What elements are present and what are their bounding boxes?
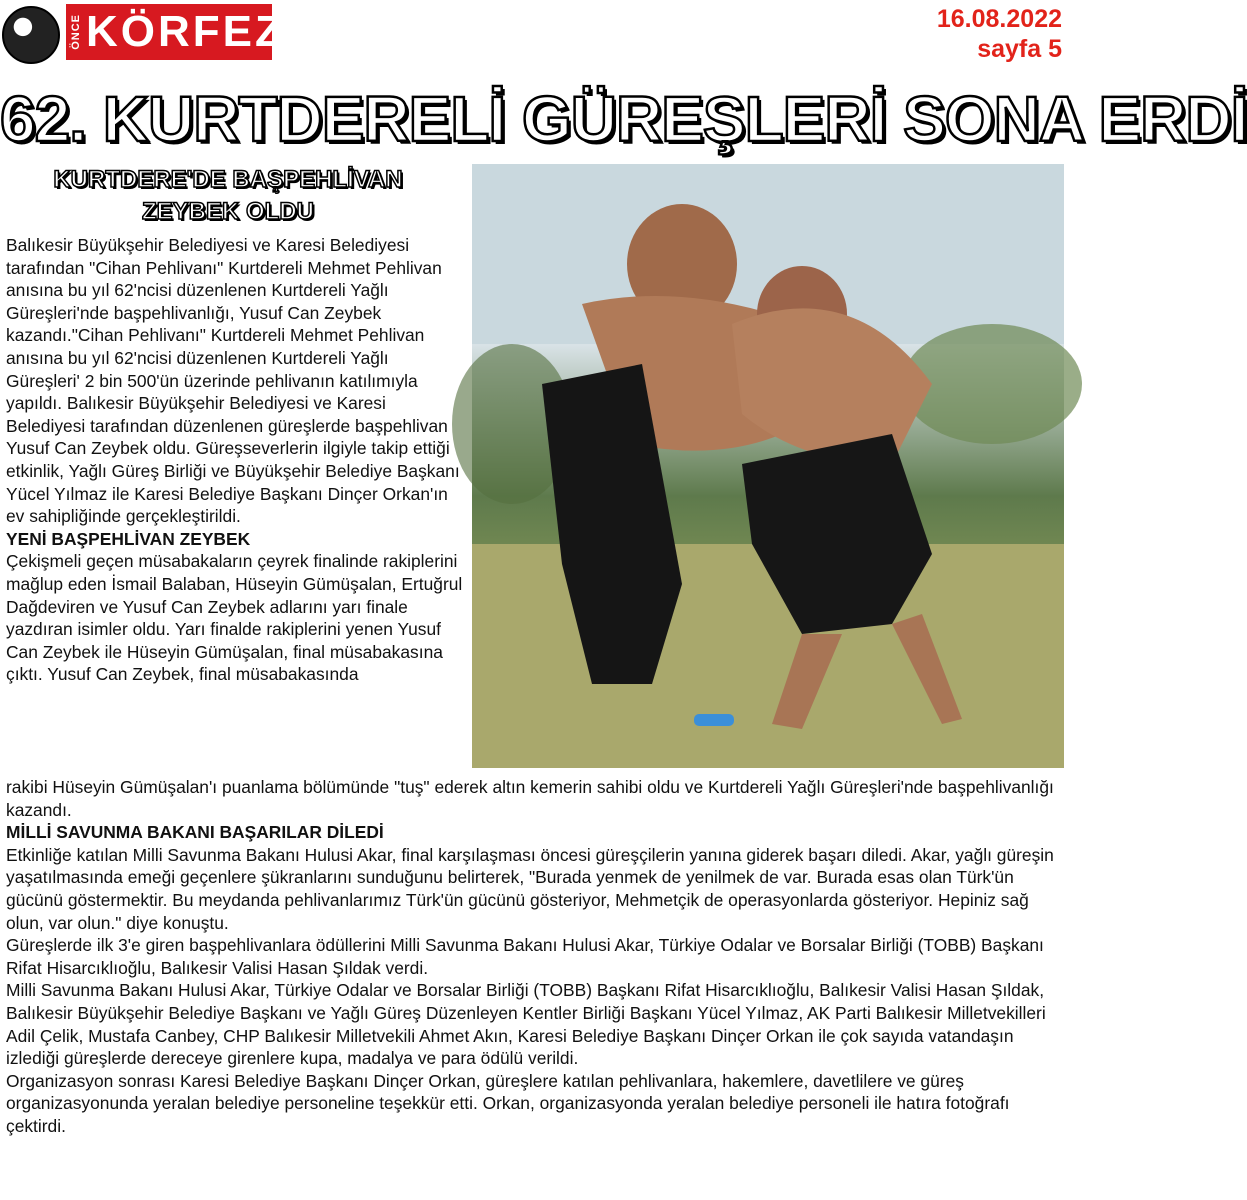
article-full-width	[6, 776, 1064, 1138]
wrestlers-illustration	[472, 164, 1064, 768]
page-number: sayfa 5	[977, 35, 1062, 63]
section1-column-text: Çekişmeli geçen müsabakaların çeyrek finalinde rakiplerini mağlup eden İsmail Balaban, Hüseyin Gümüşalan, Ertuğrul Dağdeviren ve Yusuf Can Zeybek adlarını yarı finale yazdıran isimler oldu. Yarı finalde rakiplerini yenen Yusuf Can Zeybek ile Hüseyin Gümüşalan, final müsabakasına çıktı. Yusuf Can Zeybek, final müsabakasında	[6, 551, 463, 685]
attendees-paragraph: Milli Savunma Bakanı Hulusi Akar, Türkiye Odalar ve Borsalar Birliği (TOBB) Başkanı Rifat Hisarcıklıoğlu, Balıkesir Valisi Hasan Şıldak, Balıkesir Büyükşehir Belediye Başkanı ve Yağlı Güreş Düzenleyen Kentler Birliği Başkanı Yücel Yılmaz, AK Parti Balıkesir Milletvekilleri Adil Çelik, Mustafa Canbey, CHP Balıkesir Milletvekili Ahmet Akın, Karesi Belediye Başkanı Dinçer Orkan ile çok sayıda vatandaşın izlediği güreşlerde dereceye girenlere kupa, madalya ve para ödülü verildi.	[6, 980, 1046, 1069]
brand-prefix: ÖNCE	[70, 14, 82, 50]
closing-paragraph: Organizasyon sonrası Karesi Belediye Başkanı Dinçer Orkan, güreşlere katılan pehlivanlara, hakemlere, davetlilere ve güreş organizasyonunda yeralan belediye personeline teşekkür etti. Orkan, organizasyonda yeralan belediye personeli ile hatıra fotoğrafı çektirdi.	[6, 1070, 1010, 1136]
awards-paragraph: Güreşlerde ilk 3'e giren başpehlivanlara ödüllerini Milli Savunma Bakanı Hulusi Akar, Türkiye Odalar ve Borsalar Birliği (TOBB) Başkanı Rifat Hisarcıklıoğlu, Balıkesir Valisi Hasan Şıldak verdi.	[6, 935, 1044, 978]
founder-portrait-icon	[2, 6, 60, 64]
section1-continued-text: rakibi Hüseyin Gümüşalan'ı puanlama bölümünde "tuş" ederek altın kemerin sahibi oldu ve Kurtdereli Yağlı Güreşleri'nde başpehlivanlığı kazandı.	[6, 777, 1054, 820]
article-column	[6, 234, 464, 686]
wrestlers-photo	[472, 164, 1064, 768]
article-subhead: KURTDERE'DE BAŞPEHLİVAN ZEYBEK OLDU	[53, 166, 403, 225]
section-heading-new-champion: YENİ BAŞPEHLİVAN ZEYBEK	[6, 528, 251, 549]
brand-box	[66, 4, 285, 60]
minister-paragraph: Etkinliğe katılan Milli Savunma Bakanı Hulusi Akar, final karşılaşması öncesi güreşçilerin yanına giderek başarı diledi. Akar, yağlı güreşin yaşatılmasında emeği geçenlere şükranlarını sunduğunu belirterek, "Burada yenmek de yenilmek de var. Burada esas olan Türk'ün gücünü göstermektir. Bu meydanda pehlivanlarımız Türk'ün gücünü gösteriyor, Mehmetçik de operasyonlarda gösteriyor. Hepiniz sağ olun, var olun." diye konuştu.	[6, 844, 1054, 933]
issue-date: 16.08.2022	[936, 5, 1062, 33]
newspaper-logo	[2, 2, 285, 62]
brand-name: KÖRFEZ	[86, 7, 285, 56]
issue-meta	[937, 4, 1062, 64]
section-heading-minister: MİLLİ SAVUNMA BAKANI BAŞARILAR DİLEDİ	[6, 822, 384, 843]
intro-paragraph: Balıkesir Büyükşehir Belediyesi ve Karesi Belediyesi tarafından "Cihan Pehlivanı" Kurtdereli Mehmet Pehlivan anısına bu yıl 62'ncisi düzenlenen Kurtdereli Yağlı Güreşleri'nde başpehlivanlığı, Yusuf Can Zeybek kazandı."Cihan Pehlivanı" Kurtdereli Mehmet Pehlivan anısına bu yıl 62'ncisi düzenlenen Kurtdereli Yağlı Güreşleri' 2 bin 500'ün üzerinde pehlivanın katılımıyla yapıldı. Balıkesir Büyükşehir Belediyesi ve Karesi Belediyesi tarafından düzenlenen güreşlerde başpehlivan Yusuf Can Zeybek oldu. Güreşseverlerin ilgiyle takip ettiği etkinlik, Yağlı Güreş Birliği ve Büyükşehir Belediye Başkanı Yücel Yılmaz ile Karesi Belediye Başkanı Dinçer Orkan'ın ev sahipliğinde gerçekleştirildi.	[6, 235, 460, 527]
article-headline: 62. KURTDERELİ GÜREŞLERİ SONA ERDİ	[0, 83, 1247, 155]
